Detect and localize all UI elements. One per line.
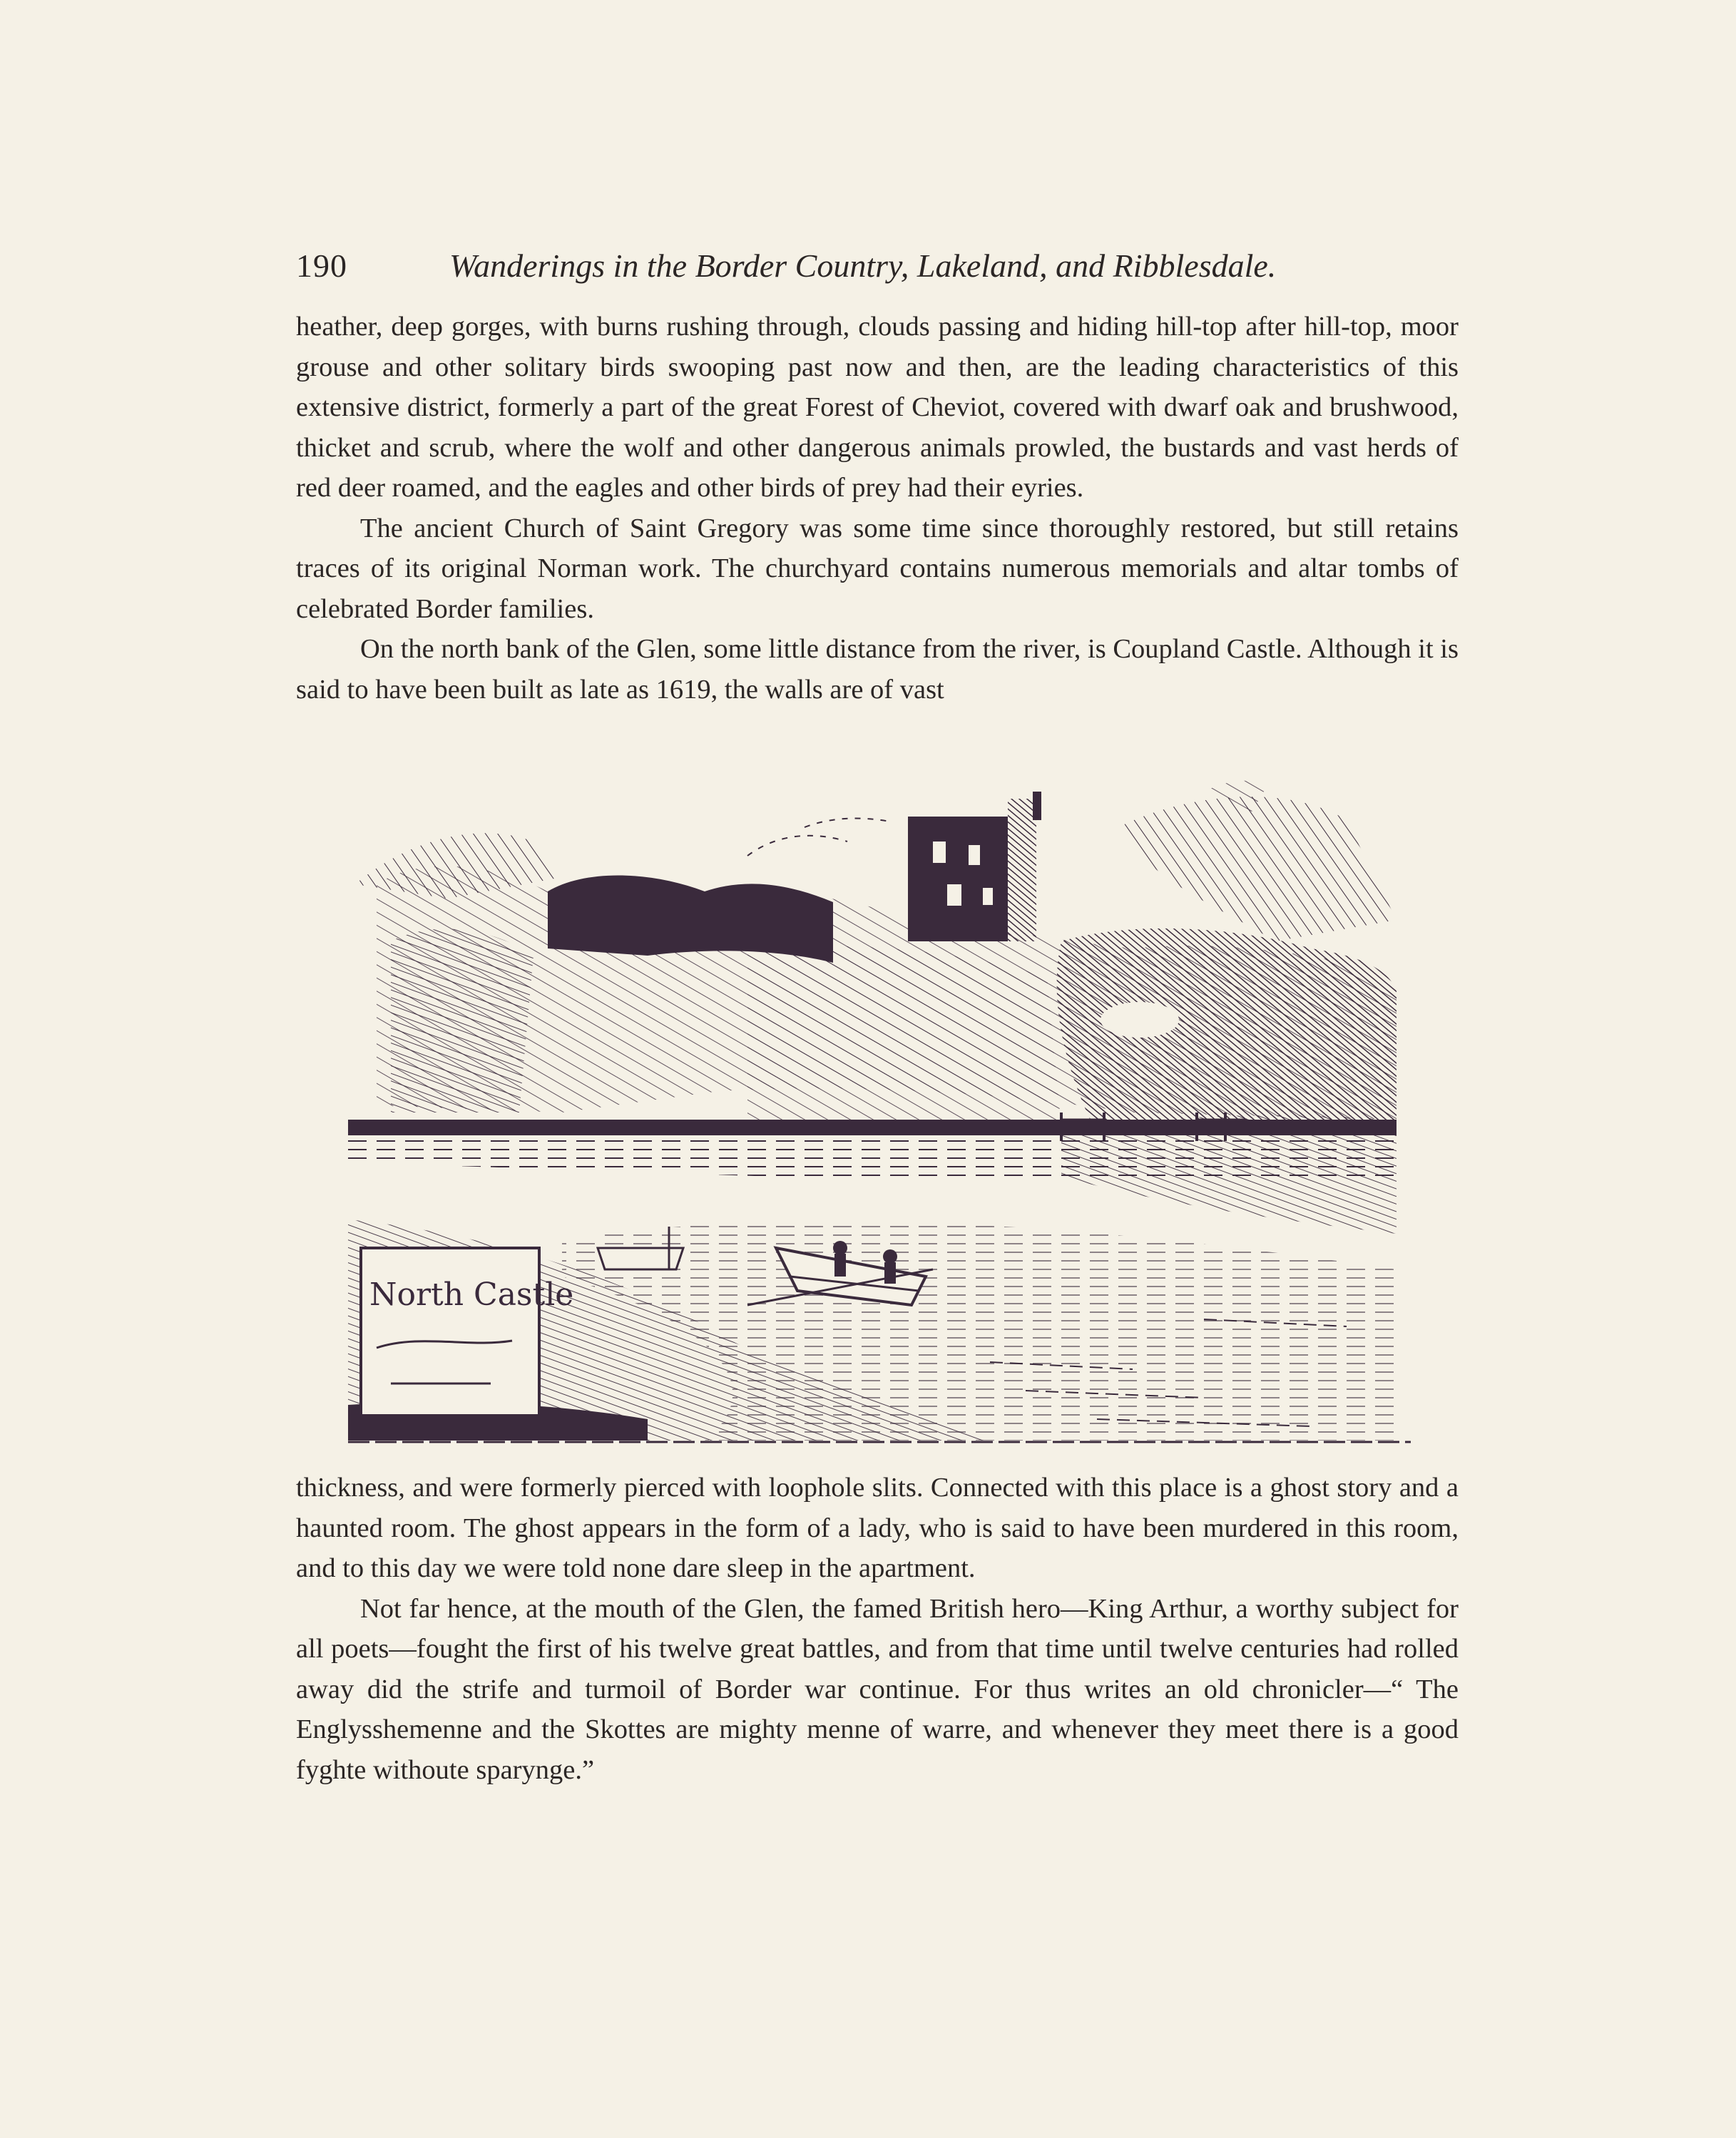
riverbank — [348, 1113, 1397, 1234]
castle-tower — [908, 792, 1041, 941]
running-title: Wanderings in the Border Country, Lakeland, and Ribblesdale. — [449, 247, 1277, 284]
illustration-coupland-castle — [348, 777, 1411, 1444]
text-block-bottom — [296, 1468, 1459, 1790]
paragraph: thickness, and were formerly pierced with loophole slits. Connected with this place is a ghost story and a haunted room. The ghost appears in the form of a lady, who is said to have been murdered in this room, and to this day we were told none dare sleep in the apartment. — [296, 1473, 1459, 1583]
cartouche-lettering: North Castle — [369, 1277, 574, 1313]
page-number: 190 — [296, 247, 347, 284]
running-head — [296, 241, 1459, 291]
paragraph: On the north bank of the Glen, some little distance from the river, is Coupland Castle. Although it is said to have been built as late as 1619, the walls are of vast — [296, 634, 1459, 705]
paragraph: The ancient Church of Saint Gregory was some time since thoroughly restored, but still retains traces of its original Norman work. The churchyard contains numerous memorials and altar tombs of celebrated Border families. — [296, 513, 1459, 624]
paragraph: Not far hence, at the mouth of the Glen, the famed British hero—King Arthur, a worthy subject for all poets—fought the first of his twelve great battles, and from that time until twelve centuries had rolled away did the strife and turmoil of Border war continue. For thus writes an old chronicler—“ The Englysshemenne and the Skottes are mighty menne of warre, and whenever they meet there is a good fyghte withoute sparynge.” — [296, 1593, 1459, 1785]
engraving — [348, 777, 1411, 1444]
paragraph: heather, deep gorges, with burns rushing through, clouds passing and hiding hill-top after hill-top, moor grouse and other solitary birds swooping past now and then, are the leading characteristics of this extensive district, formerly a part of the great Forest of Cheviot, covered with dwarf oak and brushwood, thicket and scrub, where the wolf and other dangerous animals prowled, the bustards and vast herds of red deer roamed, and the eagles and other birds of prey had their eyries. — [296, 312, 1459, 503]
text-block-top — [296, 307, 1459, 710]
